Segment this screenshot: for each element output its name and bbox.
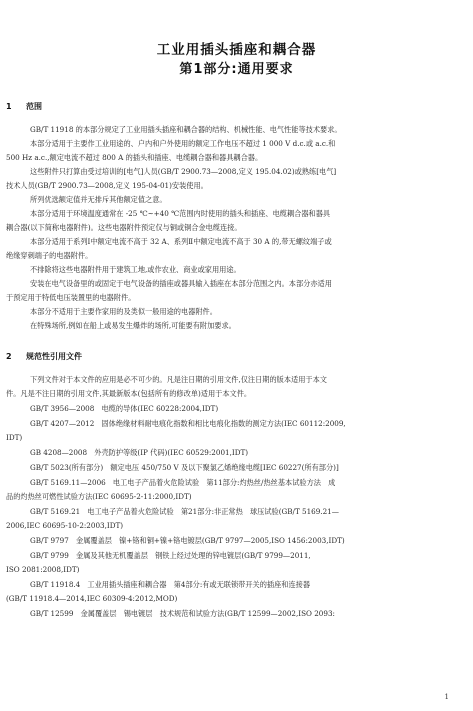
s1-line: GB/T 11918 的本部分规定了工业用插头插座和耦合器的结构、机械性能、电气性能等技术要求。 <box>30 125 342 134</box>
reference-entry: GB 4208—2008 外壳防护等级(IP 代码)(IEC 60529:2001,IDT) <box>30 448 249 457</box>
document-subtitle: 第1部分:通用要求 <box>179 62 294 77</box>
s1-line: 不排除将这些电器附件用于建筑工地,或作农业、商业或家用用途。 <box>30 265 241 274</box>
reference-entry: GB/T 5169.11—2006 电工电子产品着火危险试验 第11部分:灼热丝/热丝基本试验方法 成 <box>30 478 336 487</box>
reference-entry-cont: 品的灼热丝可燃性试验方法(IEC 60695-2-11:2000,IDT) <box>6 492 192 501</box>
reference-entry: GB/T 9799 金属及其他无机覆盖层 钢铁上经过处理的锌电镀层(GB/T 9799—2011, <box>30 551 311 560</box>
section-1-heading <box>6 101 42 112</box>
reference-entry-cont: IDT) <box>6 433 23 442</box>
s2-line: 件。凡是不注日期的引用文件,其最新版本(包括所有的修改单)适用于本文件。 <box>6 389 252 398</box>
s1-line: 本部分适用于系列Ⅰ中额定电流不高于 32 A、系列Ⅱ中额定电流不高于 30 A 的,带无螺纹端子或 <box>30 237 332 246</box>
s2-line: 下列文件对于本文件的应用是必不可少的。凡是注日期的引用文件,仅注日期的版本适用于本文 <box>30 375 327 384</box>
section-2-number: 2 <box>6 352 12 361</box>
reference-entry-cont: (GB/T 11918.4—2014,IEC 60309-4:2012,MOD) <box>6 594 178 603</box>
s1-line: 500 Hz a.c.,额定电流不超过 800 A 的插头和插座、电缆耦合器和器具耦合器。 <box>6 153 263 162</box>
s1-line: 于预定用于特低电压装置里的电器附件。 <box>6 293 136 302</box>
s1-line: 所列优选额定值并无排斥其他额定值之意。 <box>30 195 167 204</box>
reference-entry: GB/T 12599 金属覆盖层 锡电镀层 技术规范和试验方法(GB/T 12599—2002,ISO 2093: <box>30 609 335 618</box>
reference-entry: GB/T 11918.4 工业用插头插座和耦合器 第4部分:有或无联锁带开关的插座和连接器 <box>30 580 311 589</box>
s1-line: 本部分适用于环境温度通常在 -25 ℃~+40 ℃范围内时使用的插头和插座、电缆耦合器和器具 <box>30 209 331 218</box>
section-1-title: 范围 <box>26 102 42 111</box>
page-number: 1 <box>444 693 449 701</box>
reference-entry: GB/T 3956—2008 电缆的导体(IEC 60228:2004,IDT) <box>30 404 219 413</box>
reference-entry: GB/T 5169.21 电工电子产品着火危险试验 第21部分:非正常热 球压试验(GB/T 5169.21— <box>30 507 339 516</box>
s1-line: 本部分适用于主要作工业用途的、户内和户外使用的额定工作电压不超过 1 000 V d.c.或 a.c.和 <box>30 139 336 148</box>
s1-line: 绝缘穿刺端子的电器附件。 <box>6 251 93 260</box>
reference-entry-cont: 2006,IEC 60695-10-2:2003,IDT) <box>6 521 124 530</box>
section-2-title: 规范性引用文件 <box>26 352 82 361</box>
reference-entry: GB/T 9797 金属覆盖层 镍+铬和铜+镍+铬电镀层(GB/T 9797—2005,ISO 1456:2003,IDT) <box>30 536 345 545</box>
s1-line: 本部分不适用于主要作家用的及类似一般用途的电器附件。 <box>30 307 217 316</box>
s1-line: 技术人员(GB/T 2900.73—2008,定义 195-04-01)安装使用。 <box>6 181 208 190</box>
s1-line: 这些附件只打算由受过培训的[电气]人员(GB/T 2900.73—2008,定义 195.04.02)或熟练[电气] <box>30 167 337 176</box>
s1-line: 在特殊场所,例如在船上或易发生爆炸的场所,可能要有附加要求。 <box>30 321 236 330</box>
reference-entry: GB/T 4207—2012 固体绝缘材料耐电痕化指数和相比电痕化指数的测定方法(IEC 60112:2009, <box>30 419 346 428</box>
s1-line: 安装在电气设备里的或固定于电气设备的插座或器具输入插座在本部分范围之内。本部分亦适用 <box>30 279 332 288</box>
section-1-number: 1 <box>6 102 12 111</box>
s1-line: 耦合器(以下简称电器附件)。这些电器附件预定仅与铜或铜合金电缆连接。 <box>6 223 242 232</box>
reference-entry-cont: ISO 2081:2008,IDT) <box>6 565 80 574</box>
reference-entry: GB/T 5023(所有部分) 额定电压 450/750 V 及以下聚氯乙烯绝缘电缆[IEC 60227(所有部分)] <box>30 463 339 472</box>
document-title: 工业用插头插座和耦合器 <box>156 42 317 58</box>
section-2-heading <box>6 351 82 362</box>
